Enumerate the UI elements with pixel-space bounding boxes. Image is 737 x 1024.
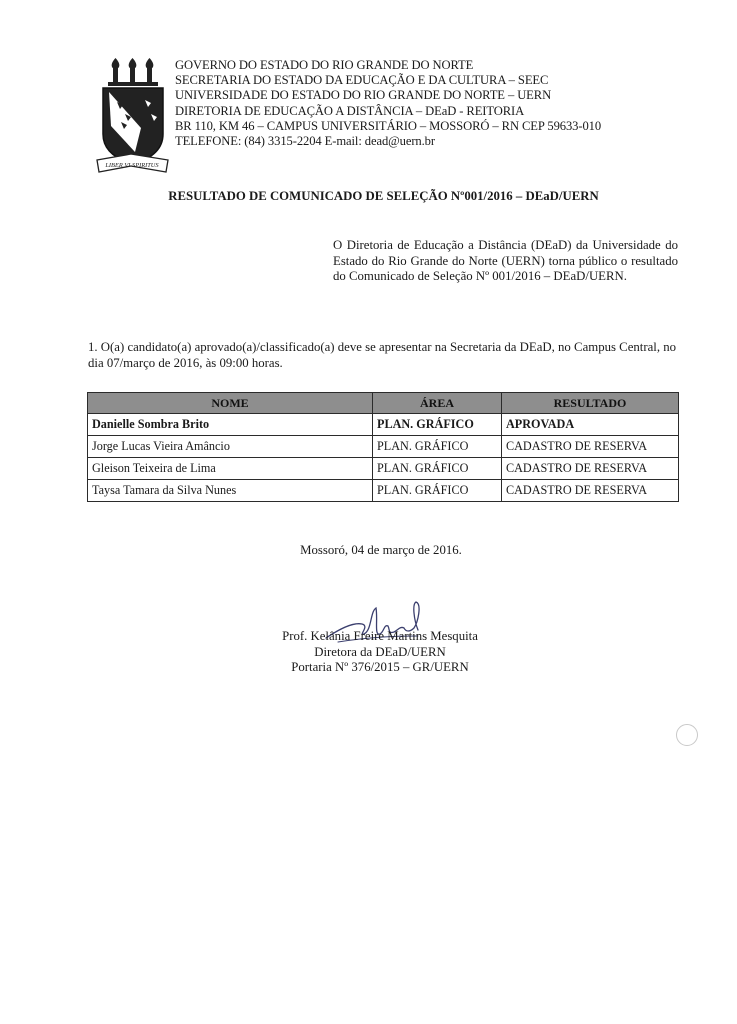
results-header-row [88,393,679,414]
cell-area: PLAN. GRÁFICO [373,414,502,436]
signatory-ordinance: Portaria Nº 376/2015 – GR/UERN [291,660,469,675]
header-line-government: GOVERNO DO ESTADO DO RIO GRANDE DO NORTE [175,58,474,72]
place-and-date: Mossoró, 04 de março de 2016. [300,543,462,557]
header-line-university: UNIVERSIDADE DO ESTADO DO RIO GRANDE DO NORTE – UERN [175,88,552,103]
cell-nome: Taysa Tamara da Silva Nunes [88,480,373,502]
header-line-address: BR 110, KM 46 – CAMPUS UNIVERSITÁRIO – MOSSORÓ – RN CEP 59633-010 [175,118,602,133]
column-header-resultado: RESULTADO [502,393,679,414]
cell-area: PLAN. GRÁFICO [373,480,502,502]
results-table [87,392,679,502]
crest-motto: LIBER VI SPIRITUS [105,162,159,169]
scan-artifact [676,724,698,746]
cell-resultado: CADASTRO DE RESERVA [502,458,679,480]
cell-nome: Jorge Lucas Vieira Amâncio [88,436,373,458]
header-line-contact: TELEFONE: (84) 3315-2204 E-mail: dead@uern.br [175,134,435,149]
header-line-secretariat: SECRETARIA DO ESTADO DA EDUCAÇÃO E DA CULTURA – SEEC [175,73,549,88]
table-row [88,458,679,480]
cell-resultado: CADASTRO DE RESERVA [502,436,679,458]
table-row [88,436,679,458]
column-header-nome: NOME [88,393,373,414]
signature-block [250,629,510,676]
cell-resultado: CADASTRO DE RESERVA [502,480,679,502]
cell-area: PLAN. GRÁFICO [373,458,502,480]
uern-crest-logo [95,56,170,176]
institution-header [175,58,601,149]
document-title: RESULTADO DE COMUNICADO DE SELEÇÃO Nº001/2016 – DEaD/UERN [168,189,599,203]
cell-resultado: APROVADA [502,414,679,436]
intro-paragraph: O Diretoria de Educação a Distância (DEaD) da Universidade do Estado do Rio Grande do Norte (UERN) torna público o resultado do Comunicado de Seleção Nº 001/2016 – DEaD/UERN. [333,238,678,283]
signatory-name: Prof. Kelânia Freire Martins Mesquita [282,629,478,643]
column-header-area: ÁREA [373,393,502,414]
instruction-paragraph: 1. O(a) candidato(a) aprovado(a)/classificado(a) deve se apresentar na Secretaria da DEaD, no Campus Central, no dia 07/março de 2016, às 09:00 horas. [88,340,677,370]
signatory-role: Diretora da DEaD/UERN [314,644,446,659]
table-row [88,414,679,436]
header-line-directorate: DIRETORIA DE EDUCAÇÃO A DISTÂNCIA – DEaD - REITORIA [175,103,525,118]
cell-nome: Gleison Teixeira de Lima [88,458,373,480]
cell-nome: Danielle Sombra Brito [88,414,373,436]
table-row [88,480,679,502]
cell-area: PLAN. GRÁFICO [373,436,502,458]
